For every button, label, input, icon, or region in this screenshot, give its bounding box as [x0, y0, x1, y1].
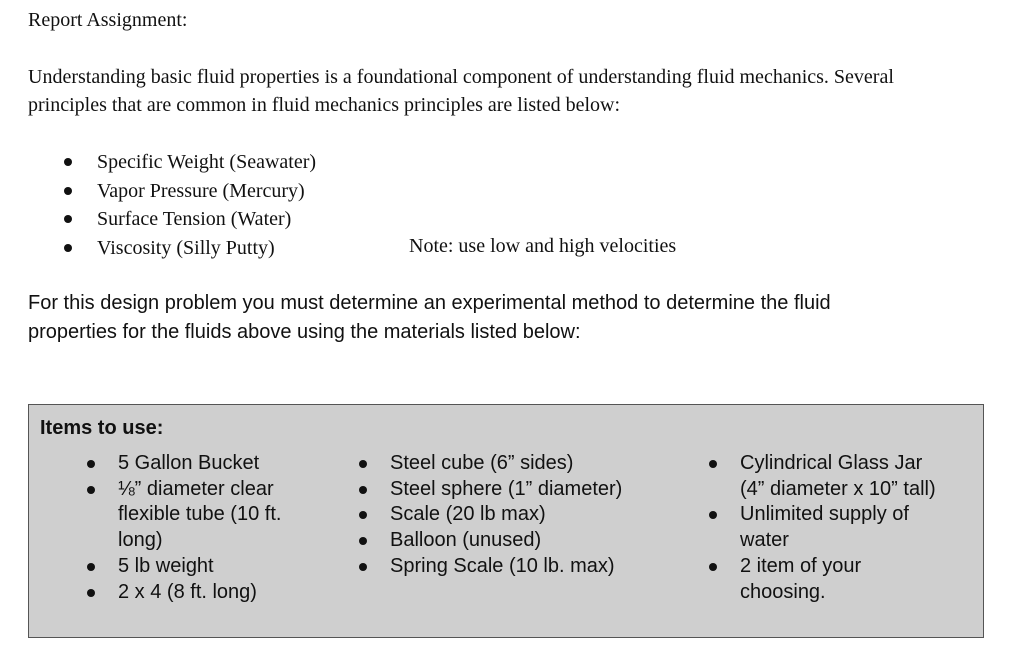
item-line: Balloon (unused)	[390, 529, 542, 552]
item-line: choosing.	[740, 580, 826, 603]
item-spring-scale	[359, 554, 622, 580]
item-steel-cube	[359, 451, 622, 477]
report-heading: Report Assignment:	[28, 9, 188, 31]
item-line: Cylindrical Glass Jar	[740, 452, 923, 474]
item-glass-jar	[709, 451, 936, 502]
item-line: ⅛” diameter clear	[118, 477, 274, 500]
item-line: 5 lb weight	[118, 554, 214, 577]
design-line-1: For this design problem you must determine an experimental method to determine the fluid	[28, 292, 831, 314]
intro-line-1: Understanding basic fluid properties is a foundational component of understanding fluid mechanics. Several	[28, 66, 894, 88]
property-item-viscosity: Viscosity (Silly Putty)	[62, 234, 316, 263]
property-item-vapor-pressure: Vapor Pressure (Mercury)	[62, 177, 316, 206]
item-line: Unlimited supply of	[740, 503, 909, 526]
item-line: Steel cube (6” sides)	[390, 452, 574, 474]
items-title: Items to use:	[40, 417, 164, 439]
items-column-1	[87, 451, 281, 605]
item-line: 2 item of your	[740, 554, 862, 577]
item-line: 5 Gallon Bucket	[118, 452, 260, 474]
item-your-choice	[709, 554, 936, 605]
item-water-supply	[709, 502, 936, 553]
item-lumber	[87, 580, 281, 606]
item-line: flexible tube (10 ft.	[118, 503, 282, 526]
velocity-note: Note: use low and high velocities	[409, 235, 677, 257]
item-balloon	[359, 528, 622, 554]
item-line: Steel sphere (1” diameter)	[390, 477, 623, 500]
items-column-3	[709, 451, 936, 605]
item-line: water	[740, 529, 789, 552]
item-bucket	[87, 451, 281, 477]
item-weight	[87, 554, 281, 580]
fluid-properties-list	[62, 148, 316, 262]
items-to-use-box	[28, 404, 984, 638]
property-item-specific-weight: Specific Weight (Seawater)	[62, 148, 316, 177]
intro-line-2: principles that are common in fluid mechanics principles are listed below:	[28, 94, 621, 116]
intro-paragraph	[28, 63, 988, 119]
item-steel-sphere	[359, 477, 622, 503]
item-line: (4” diameter x 10” tall)	[740, 477, 936, 500]
items-column-2	[359, 451, 622, 580]
item-line: Spring Scale (10 lb. max)	[390, 554, 615, 577]
item-scale	[359, 502, 622, 528]
property-item-surface-tension: Surface Tension (Water)	[62, 205, 316, 234]
design-problem-paragraph	[28, 289, 831, 347]
item-line: Scale (20 lb max)	[390, 503, 546, 526]
item-line: 2 x 4 (8 ft. long)	[118, 580, 257, 603]
item-tube	[87, 477, 281, 554]
item-line: long)	[118, 529, 163, 552]
design-line-2: properties for the fluids above using the materials listed below:	[28, 321, 581, 343]
